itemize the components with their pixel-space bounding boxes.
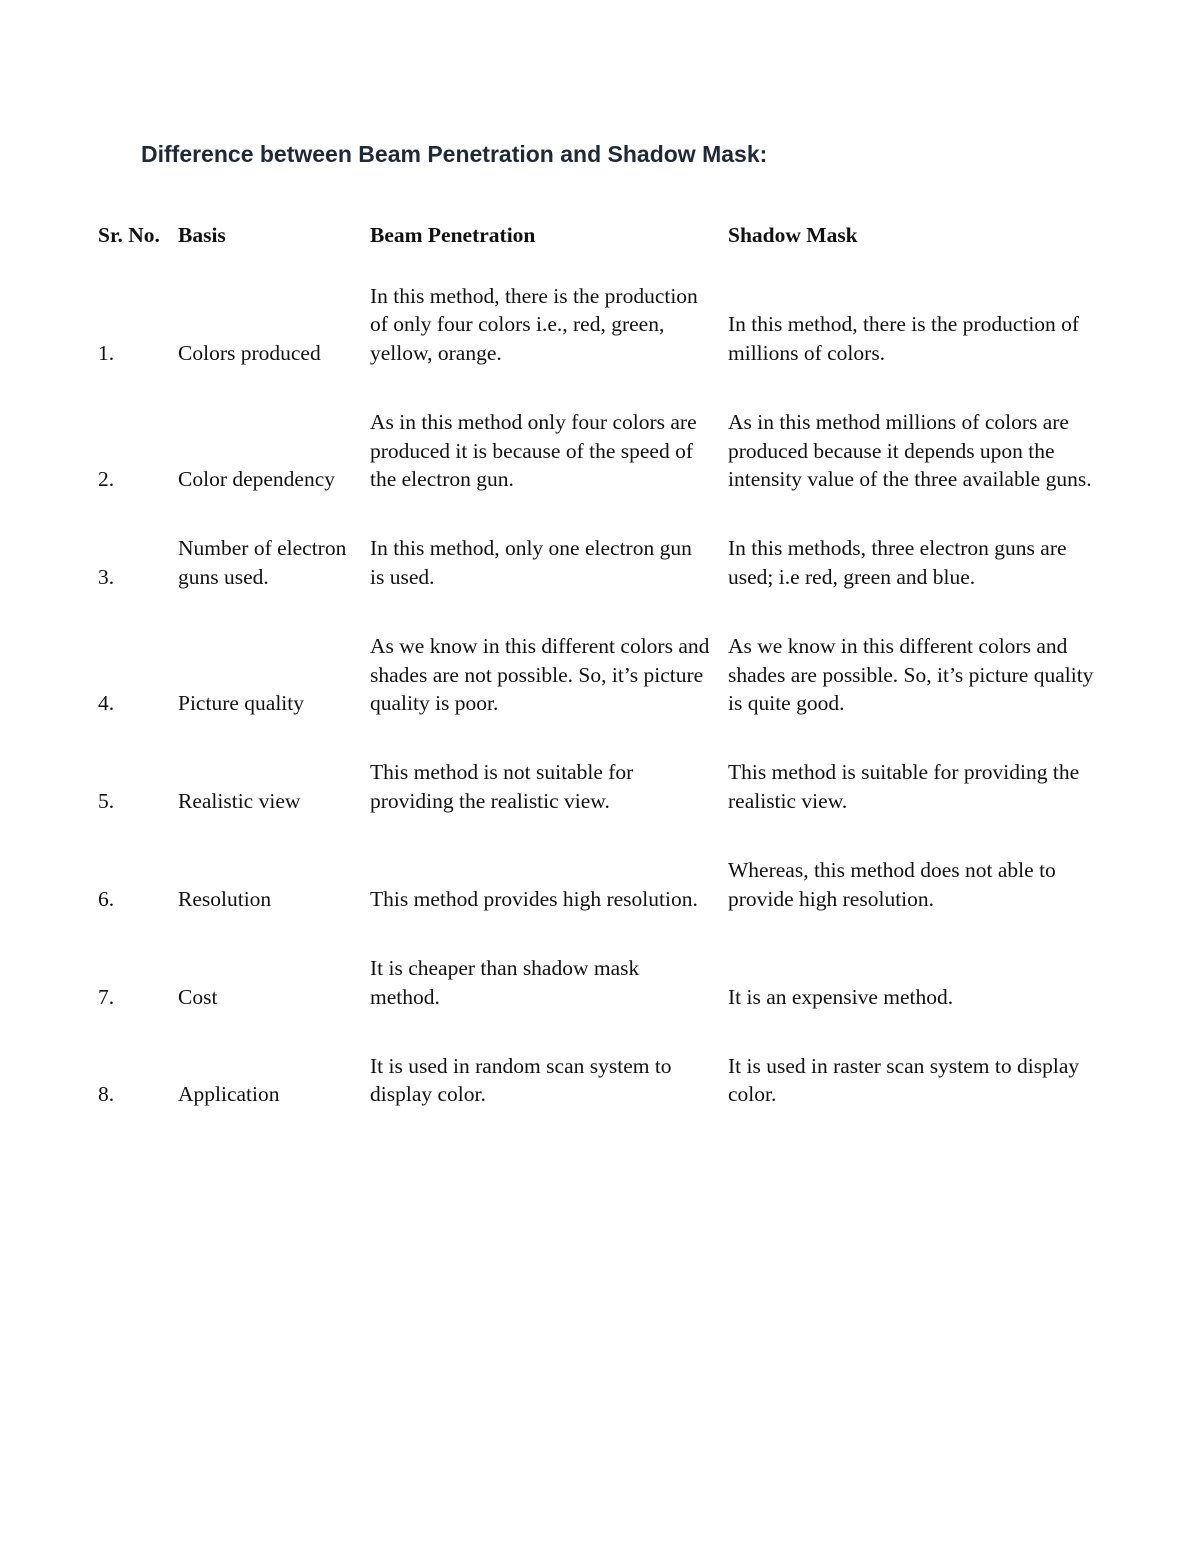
row-shadow-mask: As in this method millions of colors are produced because it depends upon the intensity value of the three available guns. — [728, 410, 1092, 492]
row-basis: Realistic view — [178, 788, 301, 813]
row-shadow-mask: In this method, there is the production of millions of colors. — [728, 312, 1080, 365]
header-basis: Basis — [178, 222, 226, 247]
row-basis: Cost — [178, 984, 218, 1009]
header-beam-penetration: Beam Penetration — [370, 222, 536, 247]
row-shadow-mask: In this methods, three electron guns are used; i.e red, green and blue. — [728, 536, 1067, 589]
row-shadow-mask: This method is suitable for providing the realistic view. — [728, 760, 1080, 813]
row-basis: Color dependency — [178, 467, 336, 492]
row-number: 8. — [98, 1082, 115, 1107]
header-sr-no: Sr. No. — [98, 222, 160, 247]
row-beam-penetration: As in this method only four colors are produced it is because of the speed of the electron gun. — [370, 410, 697, 492]
row-number: 5. — [98, 788, 115, 813]
table-row — [88, 717, 1118, 815]
row-number: 4. — [98, 691, 115, 716]
row-shadow-mask: It is an expensive method. — [728, 984, 954, 1009]
table-row — [88, 1011, 1118, 1109]
row-beam-penetration: It is used in random scan system to display color. — [370, 1053, 672, 1107]
row-beam-penetration: It is cheaper than shadow mask method. — [370, 956, 640, 1009]
table-row — [88, 249, 1118, 367]
row-basis: Resolution — [178, 886, 272, 911]
row-number: 2. — [98, 467, 115, 492]
row-basis: Picture quality — [178, 691, 304, 716]
row-basis: Application — [178, 1082, 280, 1107]
table-row — [88, 493, 1118, 591]
table-row — [88, 367, 1118, 493]
row-beam-penetration: In this method, there is the production of only four colors i.e., red, green, yellow, orange. — [370, 284, 698, 365]
table-header-row — [88, 186, 1118, 249]
row-shadow-mask: It is used in raster scan system to display color. — [728, 1053, 1080, 1107]
table-row — [88, 591, 1118, 717]
table-row — [88, 913, 1118, 1011]
row-beam-penetration: This method is not suitable for providing the realistic view. — [370, 760, 634, 813]
row-beam-penetration: As we know in this different colors and shades are not possible. So, it’s picture quality is poor. — [370, 634, 710, 716]
comparison-table — [88, 186, 1118, 1109]
row-beam-penetration: This method provides high resolution. — [370, 886, 698, 911]
row-shadow-mask: As we know in this different colors and shades are possible. So, it’s picture quality is quite good. — [728, 634, 1094, 716]
row-number: 7. — [98, 984, 115, 1009]
row-number: 3. — [98, 564, 115, 589]
header-shadow-mask: Shadow Mask — [728, 222, 858, 247]
document-title: Difference between Beam Penetration and Shadow Mask: — [141, 141, 768, 167]
row-beam-penetration: In this method, only one electron gun is used. — [370, 536, 692, 589]
row-number: 1. — [98, 340, 115, 365]
row-number: 6. — [98, 886, 115, 911]
row-basis: Number of electron guns used. — [178, 536, 347, 589]
row-shadow-mask: Whereas, this method does not able to provide high resolution. — [728, 858, 1056, 911]
row-basis: Colors produced — [178, 340, 321, 365]
table-row — [88, 815, 1118, 913]
